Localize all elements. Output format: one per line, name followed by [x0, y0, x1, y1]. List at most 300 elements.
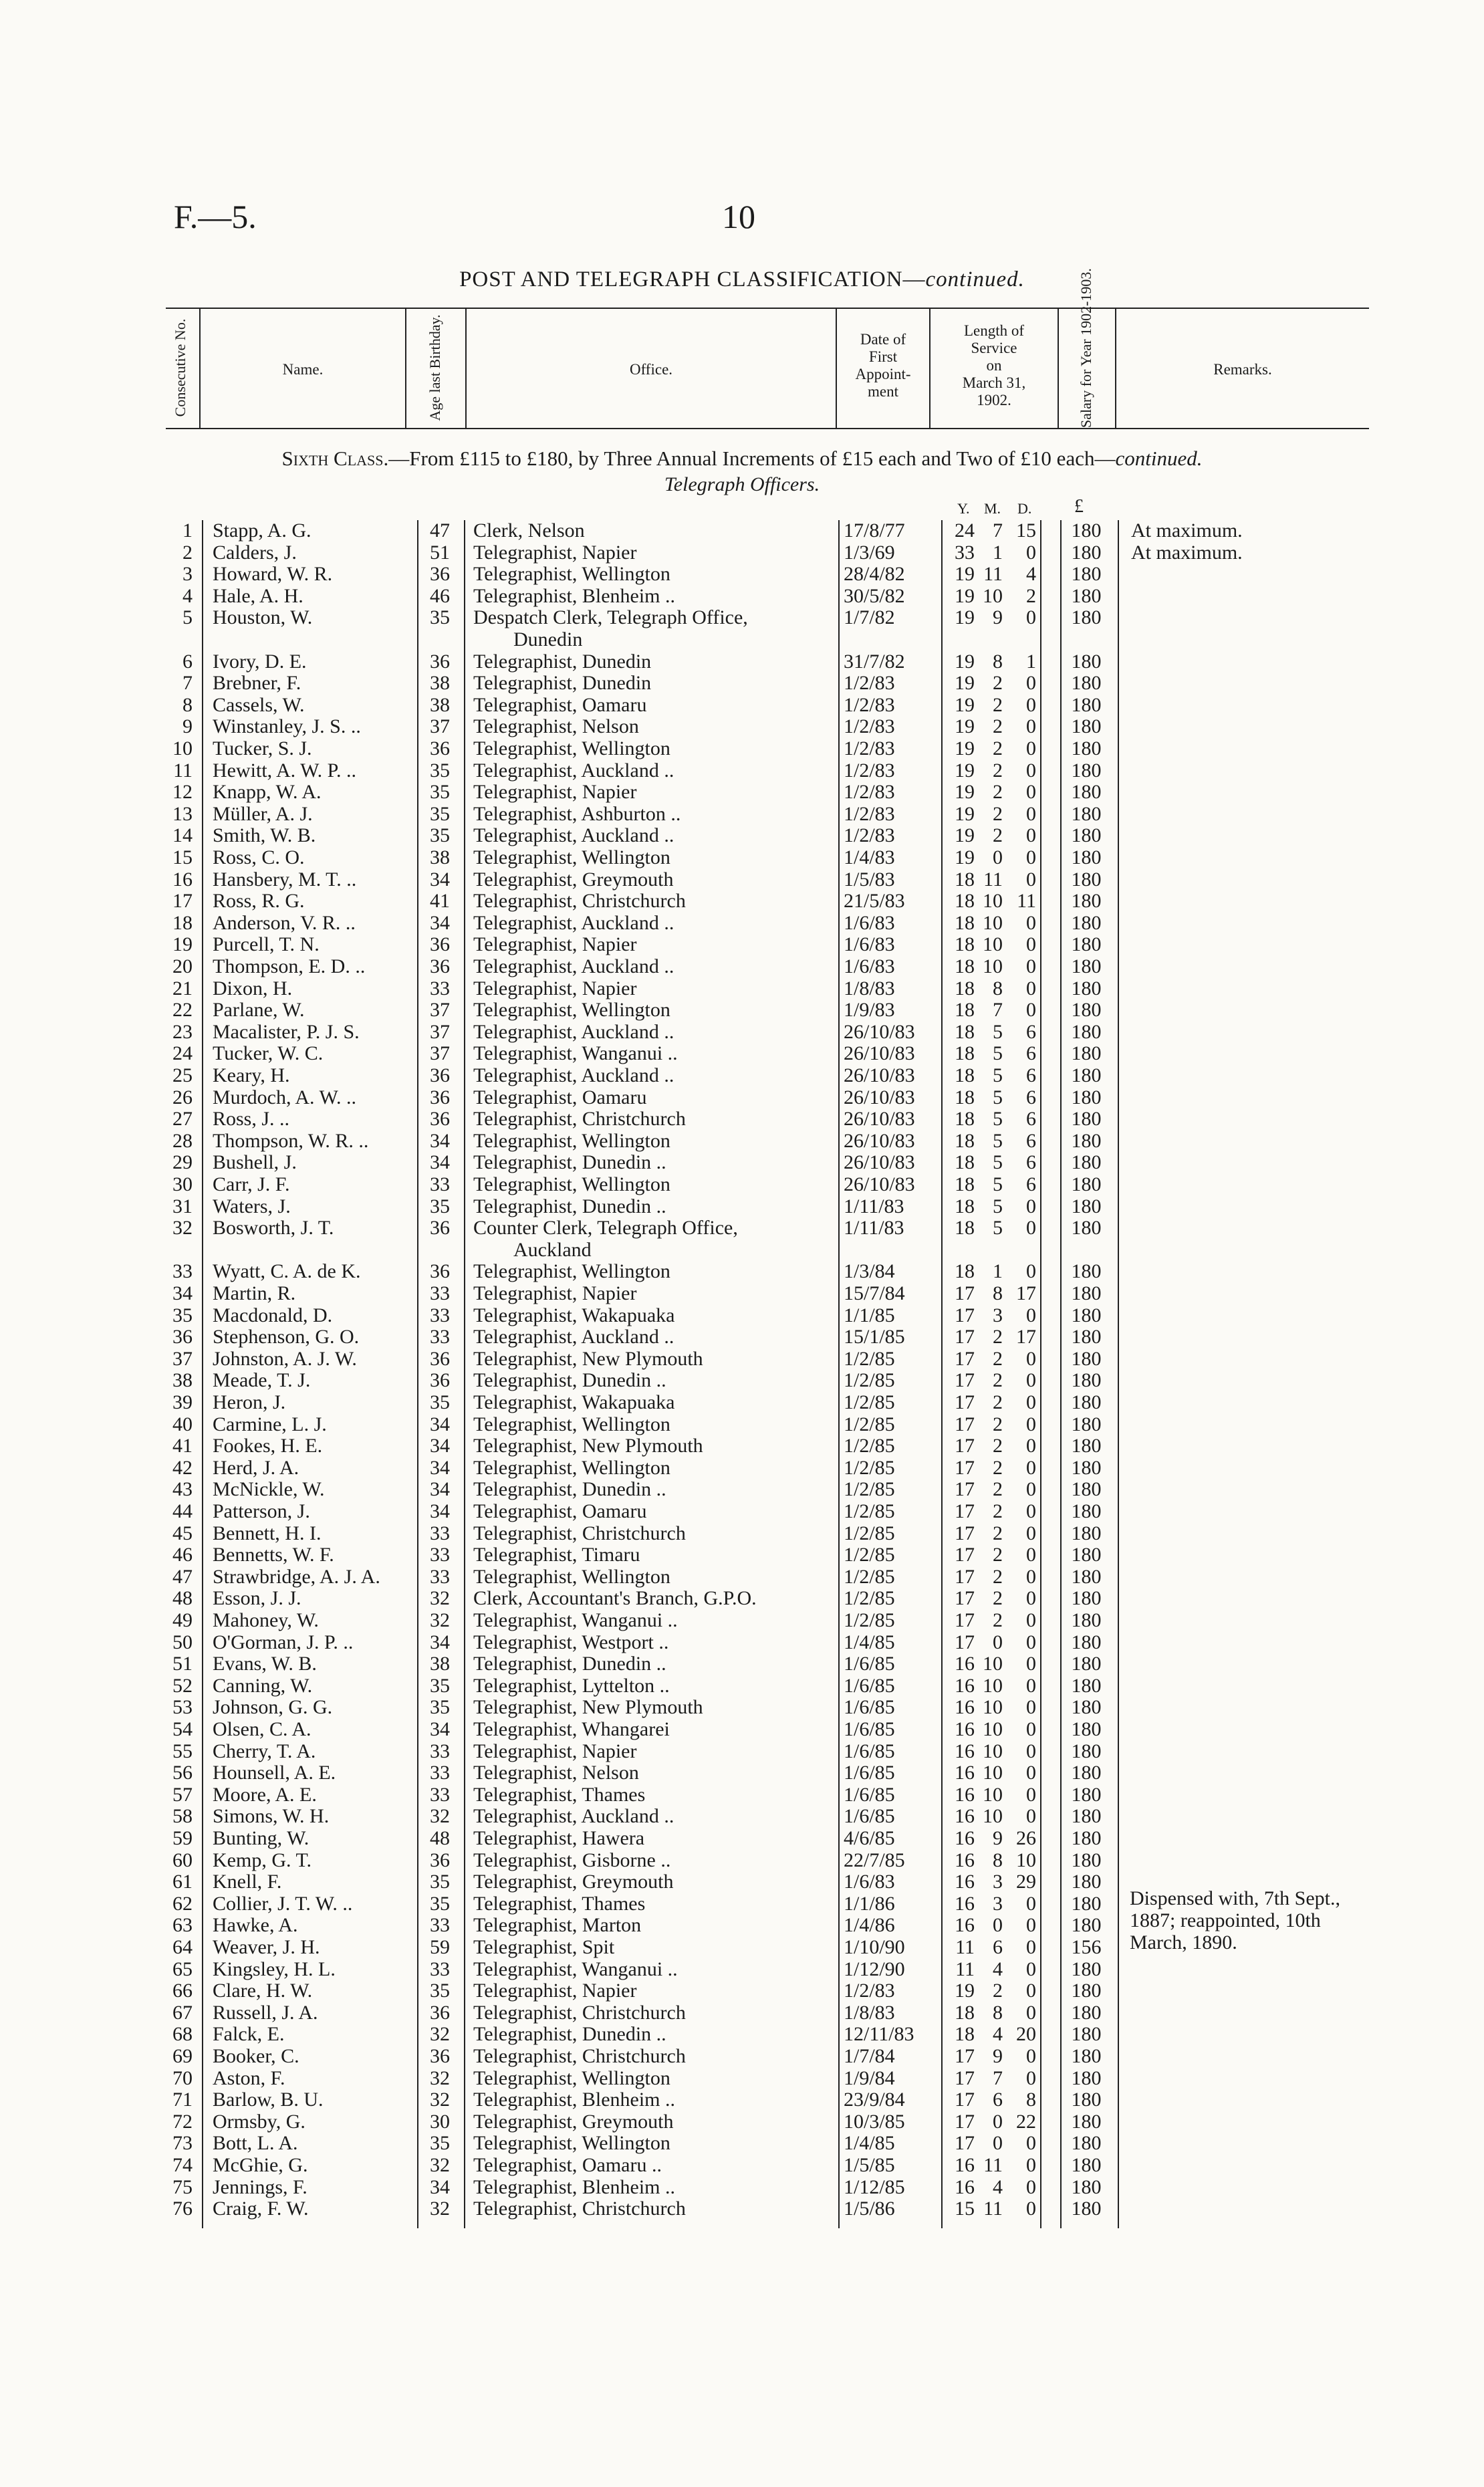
row-service-days: 17 [1016, 1282, 1036, 1304]
row-appointment-date: 12/11/83 [844, 2023, 914, 2046]
row-service-days: 0 [1026, 1369, 1036, 1392]
row-number: 34 [172, 1282, 193, 1304]
row-service-years: 15 [955, 2198, 975, 2220]
row-number: 62 [172, 1892, 193, 1915]
table-row-continuation [0, 629, 1484, 650]
row-name: McGhie, G. [213, 2154, 308, 2176]
table-row [0, 2198, 1484, 2220]
row-age: 34 [430, 1500, 450, 1522]
row-service-months: 5 [993, 1042, 1003, 1065]
row-office: Telegraphist, Greymouth [473, 868, 674, 891]
row-office: Telegraphist, Christchurch [473, 2045, 686, 2067]
row-office: Clerk, Nelson [473, 519, 585, 542]
table-row [0, 1283, 1484, 1304]
row-age: 36 [430, 933, 450, 956]
row-number: 5 [182, 606, 193, 629]
row-number: 32 [172, 1217, 193, 1239]
row-office: Telegraphist, Wellington [473, 846, 670, 868]
table-row [0, 2133, 1484, 2154]
row-age: 33 [430, 1958, 450, 1980]
row-service-months: 5 [993, 1064, 1003, 1086]
row-service-years: 17 [955, 1391, 975, 1413]
row-age: 30 [430, 2110, 450, 2133]
row-service-years: 18 [955, 2023, 975, 2046]
row-service-years: 19 [955, 606, 975, 629]
row-service-months: 2 [993, 1326, 1003, 1348]
row-office: Telegraphist, Wanganui .. [473, 1958, 678, 1980]
row-number: 46 [172, 1544, 193, 1566]
row-age: 33 [430, 1740, 450, 1762]
row-service-days: 0 [1026, 1609, 1036, 1631]
table-row [0, 1653, 1484, 1675]
row-office: Telegraphist, Dunedin .. [473, 1195, 666, 1217]
row-appointment-date: 1/9/84 [844, 2066, 895, 2089]
row-salary: 180 [1071, 1827, 1102, 1849]
table-row [0, 847, 1484, 868]
row-name: Purcell, T. N. [213, 933, 320, 956]
row-appointment-date: 1/9/83 [844, 999, 895, 1022]
row-salary: 180 [1071, 1849, 1102, 1871]
row-service-months: 5 [993, 1217, 1003, 1239]
row-office: Telegraphist, Wanganui .. [473, 1609, 678, 1631]
row-appointment-date: 1/7/84 [844, 2045, 895, 2067]
row-service-days: 0 [1026, 1805, 1036, 1828]
row-service-days: 0 [1026, 1456, 1036, 1479]
row-service-months: 5 [993, 1151, 1003, 1174]
row-service-months: 5 [993, 1129, 1003, 1152]
row-age: 32 [430, 1805, 450, 1828]
table-row [0, 1087, 1484, 1108]
row-salary: 180 [1071, 890, 1102, 913]
row-service-days: 0 [1026, 846, 1036, 868]
row-age: 37 [430, 999, 450, 1022]
row-service-months: 5 [993, 1195, 1003, 1217]
row-remarks: At maximum. [1131, 541, 1243, 564]
row-service-years: 16 [955, 1740, 975, 1762]
row-number: 68 [172, 2023, 193, 2046]
row-appointment-date: 26/10/83 [844, 1064, 915, 1086]
row-age: 35 [430, 2132, 450, 2155]
row-salary: 180 [1071, 541, 1102, 564]
row-service-years: 18 [955, 933, 975, 956]
row-service-years: 16 [955, 1696, 975, 1719]
table-row [0, 1806, 1484, 1827]
row-age: 38 [430, 846, 450, 868]
row-service-years: 17 [955, 1304, 975, 1326]
row-age: 33 [430, 1522, 450, 1544]
row-appointment-date: 1/8/83 [844, 977, 895, 999]
row-appointment-date: 1/6/85 [844, 1805, 895, 1828]
row-service-years: 18 [955, 1173, 975, 1195]
row-service-years: 16 [955, 1892, 975, 1915]
row-service-years: 19 [955, 672, 975, 695]
row-office: Telegraphist, Oamaru [473, 1500, 647, 1522]
row-office: Telegraphist, Auckland .. [473, 1020, 674, 1043]
row-service-years: 17 [955, 1282, 975, 1304]
row-service-days: 0 [1026, 1217, 1036, 1239]
row-appointment-date: 30/5/82 [844, 584, 905, 607]
row-service-years: 17 [955, 1478, 975, 1501]
row-service-years: 19 [955, 650, 975, 673]
row-name: Weaver, J. H. [213, 1936, 320, 1958]
row-appointment-date: 1/12/90 [844, 1958, 905, 1980]
row-service-days: 0 [1026, 2001, 1036, 2024]
row-office: Telegraphist, Oamaru [473, 693, 647, 716]
row-appointment-date: 1/4/86 [844, 1914, 895, 1937]
row-appointment-date: 1/4/85 [844, 2132, 895, 2155]
row-salary: 180 [1071, 2066, 1102, 2089]
row-service-years: 17 [955, 2045, 975, 2067]
row-name: Simons, W. H. [213, 1805, 330, 1828]
row-appointment-date: 26/10/83 [844, 1086, 915, 1108]
row-salary: 180 [1071, 2198, 1102, 2220]
table-row [0, 2177, 1484, 2198]
row-office: Telegraphist, Gisborne .. [473, 1849, 671, 1871]
table-row [0, 1435, 1484, 1457]
row-appointment-date: 1/2/83 [844, 781, 895, 804]
row-service-days: 0 [1026, 1500, 1036, 1522]
row-service-months: 2 [993, 1587, 1003, 1610]
row-appointment-date: 26/10/83 [844, 1108, 915, 1131]
row-service-months: 0 [993, 2110, 1003, 2133]
row-age: 35 [430, 759, 450, 782]
row-service-years: 24 [955, 519, 975, 542]
row-office: Telegraphist, Lyttelton .. [473, 1674, 670, 1697]
row-salary: 180 [1071, 2154, 1102, 2176]
row-appointment-date: 1/5/85 [844, 2154, 895, 2176]
row-service-days: 0 [1026, 999, 1036, 1022]
row-service-days: 0 [1026, 1696, 1036, 1719]
row-salary: 180 [1071, 1151, 1102, 1174]
row-number: 9 [182, 715, 193, 738]
row-name: Tucker, W. C. [213, 1042, 324, 1065]
row-age: 34 [430, 1413, 450, 1435]
row-number: 51 [172, 1653, 193, 1675]
row-name: Stapp, A. G. [213, 519, 312, 542]
row-office: Telegraphist, Dunedin .. [473, 1653, 666, 1675]
row-age: 51 [430, 541, 450, 564]
row-salary: 180 [1071, 1347, 1102, 1370]
row-service-years: 18 [955, 2001, 975, 2024]
row-service-years: 19 [955, 781, 975, 804]
row-salary: 180 [1071, 2045, 1102, 2067]
table-row [0, 1131, 1484, 1152]
row-age: 36 [430, 1347, 450, 1370]
row-salary: 180 [1071, 759, 1102, 782]
row-appointment-date: 1/2/85 [844, 1544, 895, 1566]
row-office: Telegraphist, Wellington [473, 563, 670, 586]
row-service-days: 6 [1026, 1020, 1036, 1043]
row-appointment-date: 1/5/83 [844, 868, 895, 891]
row-service-months: 8 [993, 650, 1003, 673]
row-salary: 180 [1071, 1369, 1102, 1392]
row-number: 69 [172, 2045, 193, 2067]
row-service-days: 4 [1026, 563, 1036, 586]
row-name: O'Gorman, J. P. .. [213, 1631, 354, 1653]
row-number: 52 [172, 1674, 193, 1697]
row-salary: 180 [1071, 1108, 1102, 1131]
row-service-days: 0 [1026, 1587, 1036, 1610]
row-appointment-date: 1/3/69 [844, 541, 895, 564]
row-number: 18 [172, 911, 193, 934]
row-service-years: 16 [955, 1653, 975, 1675]
row-salary: 180 [1071, 1587, 1102, 1610]
row-age: 32 [430, 2198, 450, 2220]
row-name: Bunting, W. [213, 1827, 310, 1849]
row-age: 32 [430, 2066, 450, 2089]
row-salary: 180 [1071, 693, 1102, 716]
row-service-months: 7 [993, 999, 1003, 1022]
col-service-length-header: Length of Service on March 31, 1902. [962, 322, 1026, 408]
row-number: 63 [172, 1914, 193, 1937]
row-service-years: 16 [955, 1783, 975, 1806]
row-number: 74 [172, 2154, 193, 2176]
row-appointment-date: 28/4/82 [844, 563, 905, 586]
row-service-days: 0 [1026, 759, 1036, 782]
row-office: Telegraphist, Christchurch [473, 1522, 686, 1544]
row-appointment-date: 1/2/85 [844, 1391, 895, 1413]
row-service-months: 2 [993, 1369, 1003, 1392]
row-service-years: 19 [955, 715, 975, 738]
row-service-years: 19 [955, 759, 975, 782]
table-row [0, 1632, 1484, 1653]
row-salary: 180 [1071, 911, 1102, 934]
table-row [0, 2111, 1484, 2133]
row-service-days: 0 [1026, 1936, 1036, 1958]
row-name: Anderson, V. R. .. [213, 911, 356, 934]
row-service-months: 2 [993, 1347, 1003, 1370]
row-number: 54 [172, 1718, 193, 1740]
row-name: Olsen, C. A. [213, 1718, 312, 1740]
row-service-years: 17 [955, 2089, 975, 2111]
row-name: Patterson, J. [213, 1500, 310, 1522]
row-service-months: 8 [993, 1282, 1003, 1304]
row-number: 41 [172, 1435, 193, 1457]
row-name: Thompson, E. D. .. [213, 955, 366, 977]
row-name: Carmine, L. J. [213, 1413, 327, 1435]
row-service-months: 1 [993, 541, 1003, 564]
row-appointment-date: 26/10/83 [844, 1042, 915, 1065]
row-number: 44 [172, 1500, 193, 1522]
row-office: Telegraphist, Auckland .. [473, 911, 674, 934]
row-office: Despatch Clerk, Telegraph Office, [473, 606, 748, 629]
row-number: 31 [172, 1195, 193, 1217]
row-office: Telegraphist, Christchurch [473, 1108, 686, 1131]
row-number: 30 [172, 1173, 193, 1195]
row-service-days: 0 [1026, 715, 1036, 738]
row-service-months: 10 [983, 1718, 1003, 1740]
row-name: Knapp, W. A. [213, 781, 322, 804]
row-age: 36 [430, 737, 450, 759]
row-age: 36 [430, 2001, 450, 2024]
row-service-days: 0 [1026, 1740, 1036, 1762]
row-service-years: 18 [955, 1217, 975, 1239]
row-age: 36 [430, 2045, 450, 2067]
row-appointment-date: 1/6/85 [844, 1653, 895, 1675]
row-number: 36 [172, 1326, 193, 1348]
table-row [0, 2046, 1484, 2067]
row-number: 49 [172, 1609, 193, 1631]
row-name: Bosworth, J. T. [213, 1217, 334, 1239]
col-name-header: Name. [282, 361, 324, 378]
row-age: 33 [430, 1914, 450, 1937]
row-service-days: 8 [1026, 2089, 1036, 2111]
row-service-days: 0 [1026, 933, 1036, 956]
row-service-days: 17 [1016, 1326, 1036, 1348]
table-row [0, 1980, 1484, 2002]
row-name: Bott, L. A. [213, 2132, 298, 2155]
row-number: 55 [172, 1740, 193, 1762]
row-office: Telegraphist, New Plymouth [473, 1347, 703, 1370]
row-salary: 180 [1071, 715, 1102, 738]
row-service-days: 20 [1016, 2023, 1036, 2046]
row-service-months: 10 [983, 933, 1003, 956]
row-age: 34 [430, 1129, 450, 1152]
row-name: Stephenson, G. O. [213, 1326, 360, 1348]
row-service-years: 18 [955, 1151, 975, 1174]
row-number: 33 [172, 1260, 193, 1283]
row-appointment-date: 1/1/85 [844, 1304, 895, 1326]
row-salary: 180 [1071, 650, 1102, 673]
row-service-years: 16 [955, 1827, 975, 1849]
table-row [0, 804, 1484, 825]
row-name: Mahoney, W. [213, 1609, 319, 1631]
row-office: Telegraphist, Auckland .. [473, 955, 674, 977]
row-office: Telegraphist, Wellington [473, 737, 670, 759]
row-service-days: 0 [1026, 672, 1036, 695]
col-divider [405, 308, 406, 428]
row-office: Telegraphist, Auckland .. [473, 759, 674, 782]
row-name: Bennetts, W. F. [213, 1544, 334, 1566]
row-service-years: 11 [955, 1936, 975, 1958]
row-name: Russell, J. A. [213, 2001, 318, 2024]
row-age: 41 [430, 890, 450, 913]
row-service-months: 3 [993, 1304, 1003, 1326]
row-salary: 180 [1071, 1544, 1102, 1566]
row-service-days: 6 [1026, 1129, 1036, 1152]
row-service-days: 0 [1026, 1478, 1036, 1501]
row-service-months: 2 [993, 824, 1003, 847]
row-service-months: 10 [983, 911, 1003, 934]
row-service-days: 0 [1026, 911, 1036, 934]
row-name: Booker, C. [213, 2045, 299, 2067]
row-service-days: 0 [1026, 2132, 1036, 2155]
table-row [0, 1174, 1484, 1195]
row-service-months: 2 [993, 715, 1003, 738]
row-name: Houston, W. [213, 606, 313, 629]
col-salary-header: Salary for Year 1902-1903. [1078, 268, 1094, 428]
row-service-days: 0 [1026, 1631, 1036, 1653]
row-service-months: 2 [993, 1565, 1003, 1588]
row-service-years: 18 [955, 911, 975, 934]
row-name: Ross, J. .. [213, 1108, 290, 1131]
row-age: 32 [430, 2154, 450, 2176]
row-appointment-date: 1/6/85 [844, 1740, 895, 1762]
row-service-days: 0 [1026, 1565, 1036, 1588]
row-service-months: 3 [993, 1892, 1003, 1915]
row-number: 25 [172, 1064, 193, 1086]
row-service-days: 0 [1026, 1435, 1036, 1457]
row-name: Ross, C. O. [213, 846, 305, 868]
row-number: 28 [172, 1129, 193, 1152]
row-appointment-date: 1/1/86 [844, 1892, 895, 1915]
row-service-months: 5 [993, 1086, 1003, 1108]
table-row [0, 782, 1484, 803]
row-name: Carr, J. F. [213, 1173, 290, 1195]
row-office: Telegraphist, Wellington [473, 1260, 670, 1283]
row-number: 73 [172, 2132, 193, 2155]
row-service-years: 16 [955, 1674, 975, 1697]
row-office: Telegraphist, Wellington [473, 1129, 670, 1152]
row-age: 34 [430, 868, 450, 891]
row-age: 36 [430, 1108, 450, 1131]
table-row [0, 1719, 1484, 1740]
header-bottom-rule [166, 428, 1369, 429]
row-service-days: 0 [1026, 1980, 1036, 2002]
row-name: Hale, A. H. [213, 584, 303, 607]
row-number: 47 [172, 1565, 193, 1588]
row-service-months: 0 [993, 1631, 1003, 1653]
row-service-days: 10 [1016, 1849, 1036, 1871]
row-service-months: 7 [993, 519, 1003, 542]
table-row [0, 1959, 1484, 1980]
row-number: 20 [172, 955, 193, 977]
row-service-years: 16 [955, 1762, 975, 1784]
row-salary: 180 [1071, 1304, 1102, 1326]
row-service-months: 2 [993, 1435, 1003, 1457]
row-number: 39 [172, 1391, 193, 1413]
row-salary: 180 [1071, 584, 1102, 607]
table-row [0, 738, 1484, 759]
row-service-months: 10 [983, 1762, 1003, 1784]
row-name: Dixon, H. [213, 977, 293, 999]
row-number: 23 [172, 1020, 193, 1043]
row-service-years: 19 [955, 846, 975, 868]
row-salary: 180 [1071, 1871, 1102, 1893]
row-service-months: 11 [983, 2154, 1003, 2176]
row-service-years: 16 [955, 1718, 975, 1740]
row-service-months: 10 [983, 1674, 1003, 1697]
table-row [0, 1588, 1484, 1609]
row-office: Telegraphist, Oamaru .. [473, 2154, 662, 2176]
row-appointment-date: 1/2/85 [844, 1522, 895, 1544]
row-service-days: 0 [1026, 2175, 1036, 2198]
page-title: POST AND TELEGRAPH CLASSIFICATION—continued. [459, 267, 1025, 291]
row-number: 66 [172, 1980, 193, 2002]
row-appointment-date: 26/10/83 [844, 1129, 915, 1152]
row-number: 71 [172, 2089, 193, 2111]
row-salary: 180 [1071, 1783, 1102, 1806]
row-number: 1 [182, 519, 193, 542]
table-row [0, 673, 1484, 694]
row-service-days: 0 [1026, 2198, 1036, 2220]
row-name: Calders, J. [213, 541, 297, 564]
row-number: 56 [172, 1762, 193, 1784]
row-service-days: 0 [1026, 1544, 1036, 1566]
row-number: 65 [172, 1958, 193, 1980]
row-salary: 180 [1071, 1609, 1102, 1631]
row-appointment-date: 15/1/85 [844, 1326, 905, 1348]
row-number: 40 [172, 1413, 193, 1435]
table-row [0, 825, 1484, 846]
row-appointment-date: 1/2/83 [844, 672, 895, 695]
row-office: Telegraphist, Wakapuaka [473, 1391, 675, 1413]
row-name: Ross, R. G. [213, 890, 305, 913]
row-office: Telegraphist, Christchurch [473, 890, 686, 913]
row-office: Telegraphist, Dunedin .. [473, 2023, 666, 2046]
row-number: 3 [182, 563, 193, 586]
row-office: Telegraphist, New Plymouth [473, 1696, 703, 1719]
